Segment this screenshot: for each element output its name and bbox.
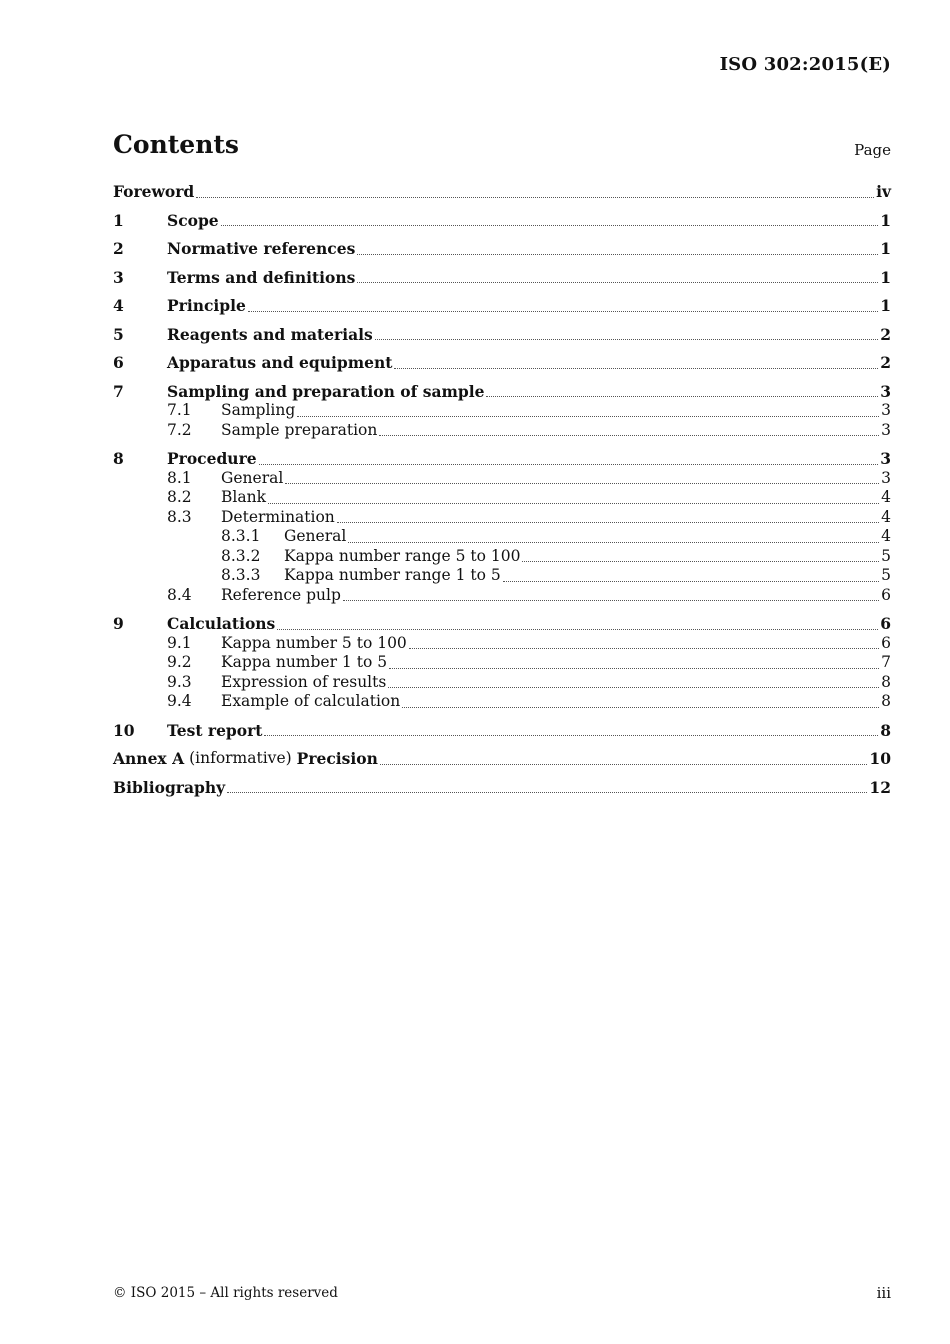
toc-entry-title: Normative references <box>167 239 356 258</box>
toc-page-number: 3 <box>880 449 891 468</box>
dot-leader <box>343 600 879 601</box>
toc-entry-number: 2 <box>113 239 124 258</box>
toc-entry-number: 8.3 <box>167 507 192 526</box>
dot-leader <box>196 197 874 198</box>
toc-entry-9-2[interactable] <box>113 653 891 673</box>
toc-entry-title: Kappa number 5 to 100 <box>221 633 407 652</box>
toc-page-number: 7 <box>881 653 891 671</box>
toc-entry-9[interactable] <box>113 614 891 634</box>
toc-page-number: 10 <box>869 749 891 768</box>
dot-leader <box>389 668 879 669</box>
toc-entry-9-3[interactable] <box>113 673 891 693</box>
toc-page-number: 6 <box>881 633 891 652</box>
toc-entry-8[interactable] <box>113 449 891 469</box>
toc-entry-3[interactable] <box>113 268 891 288</box>
dot-leader <box>297 416 879 417</box>
toc-entry-number: 8.3.2 <box>221 546 261 565</box>
dot-leader <box>337 522 879 523</box>
toc-entry-title: Example of calculation <box>221 692 401 710</box>
dot-leader <box>394 368 878 369</box>
dot-leader <box>522 561 879 562</box>
toc-entry-8-4[interactable] <box>113 586 891 606</box>
dot-leader <box>402 707 879 708</box>
toc-entry-number: 1 <box>113 210 124 230</box>
toc-page-number: 8 <box>881 692 891 710</box>
toc-entry-title: Reference pulp <box>221 585 341 604</box>
toc-entry-foreword[interactable] <box>113 182 891 202</box>
toc-page-number: 1 <box>880 296 891 315</box>
toc-page-number: 12 <box>869 777 891 797</box>
toc-entry-number: 9.4 <box>167 692 192 710</box>
toc-entry-number: 9 <box>113 614 124 633</box>
toc-entry-title: Principle <box>167 296 246 315</box>
toc-entry-number: 9.1 <box>167 633 192 652</box>
toc-entry-10[interactable] <box>113 721 891 741</box>
dot-leader <box>409 648 879 649</box>
page-title: Contents <box>113 130 240 159</box>
toc-page-number: 1 <box>880 239 891 258</box>
dot-leader <box>375 339 878 340</box>
toc-entry-title: Precision <box>296 749 378 768</box>
toc-entry-9-1[interactable] <box>113 634 891 654</box>
toc-entry-title: Reagents and materials <box>167 324 373 344</box>
toc-entry-number: 8.2 <box>167 488 192 506</box>
toc-entry-number: 4 <box>113 296 124 315</box>
toc-entry-1[interactable] <box>113 211 891 231</box>
dot-leader <box>503 581 879 582</box>
dot-leader <box>248 311 878 312</box>
toc-entry-number: 7.2 <box>167 420 192 439</box>
toc-entry-7-1[interactable] <box>113 401 891 421</box>
toc-entry-9-4[interactable] <box>113 692 891 712</box>
toc-entry-8-3[interactable] <box>113 508 891 528</box>
dot-leader <box>221 225 879 226</box>
toc-entry-title: Terms and definitions <box>167 267 356 287</box>
toc-entry-title: Apparatus and equipment <box>167 353 393 372</box>
toc-page-number: iv <box>876 182 891 201</box>
toc-entry-number: 7 <box>113 381 124 401</box>
dot-leader <box>357 254 878 255</box>
dot-leader <box>285 483 879 484</box>
toc-entry-title: Determination <box>221 507 335 526</box>
toc-entry-number: 8.3.3 <box>221 566 261 584</box>
dot-leader <box>380 764 868 765</box>
toc-entry-title: Sampling and preparation of sample <box>167 381 485 401</box>
dot-leader <box>259 464 879 465</box>
toc-entry-title: Sampling <box>221 401 296 419</box>
toc-entry-2[interactable] <box>113 239 891 259</box>
document-id: ISO 302:2015(E) <box>719 54 891 75</box>
toc-entry-8-1[interactable] <box>113 469 891 489</box>
toc-page-number: 4 <box>881 527 891 545</box>
toc-page-number: 8 <box>880 720 891 740</box>
toc-page-number: 6 <box>880 614 891 633</box>
toc-page-number: 1 <box>880 267 891 287</box>
toc-entry-title: Sample preparation <box>221 420 378 439</box>
toc-page-number: 3 <box>881 420 891 439</box>
toc-entry-number: 8 <box>113 449 124 468</box>
dot-leader <box>264 735 878 736</box>
dot-leader <box>486 396 878 397</box>
dot-leader <box>268 503 879 504</box>
toc-entry-number: 8.1 <box>167 468 192 487</box>
toc-entry-annex-a[interactable] <box>113 749 891 769</box>
toc-page-number: 6 <box>881 585 891 604</box>
toc-entry-bibliography[interactable] <box>113 778 891 798</box>
copyright-notice: © ISO 2015 – All rights reserved <box>113 1285 338 1301</box>
toc-page-number: 8 <box>881 672 891 691</box>
toc-entry-number: 8.3.1 <box>221 527 261 545</box>
toc-entry-title: Blank <box>221 488 266 506</box>
toc-entry-title: Procedure <box>167 449 257 468</box>
toc-entry-number: 9.3 <box>167 672 192 691</box>
toc-entry-title: Scope <box>167 210 219 230</box>
toc-entry-title: Expression of results <box>221 672 387 691</box>
toc-entry-title: General <box>284 527 347 545</box>
toc-entry-number: 6 <box>113 353 124 372</box>
toc-entry-number: 10 <box>113 720 135 740</box>
toc-entry-6[interactable] <box>113 353 891 373</box>
toc-entry-number: 3 <box>113 267 124 287</box>
toc-page-number: 3 <box>880 381 891 401</box>
toc-page-number: 4 <box>881 507 891 526</box>
annex-type: (informative) <box>189 749 292 767</box>
page-column-label: Page <box>854 141 891 159</box>
page-number: iii <box>876 1284 891 1302</box>
toc-entry-title: Kappa number range 5 to 100 <box>284 546 521 565</box>
toc-entry-number: 9.2 <box>167 653 192 671</box>
toc-page-number: 4 <box>881 488 891 506</box>
dot-leader <box>227 792 867 793</box>
toc-entry-title: Kappa number 1 to 5 <box>221 653 388 671</box>
toc-entry-number: 5 <box>113 324 124 344</box>
dot-leader <box>348 542 879 543</box>
toc-page-number: 2 <box>880 353 891 372</box>
toc-page-number: 3 <box>881 401 891 419</box>
toc-entry-title: Kappa number range 1 to 5 <box>284 566 501 584</box>
toc-entry-number: 7.1 <box>167 401 192 419</box>
toc-page-number: 5 <box>881 566 891 584</box>
toc-entry-5[interactable] <box>113 325 891 345</box>
dot-leader <box>277 629 878 630</box>
toc-entry-title: Foreword <box>113 182 195 201</box>
toc-entry-8-3-1[interactable] <box>113 527 891 547</box>
toc-entry-4[interactable] <box>113 296 891 316</box>
toc-page-number: 3 <box>881 468 891 487</box>
annex-label: Annex A <box>113 749 185 768</box>
toc-entry-7[interactable] <box>113 382 891 402</box>
table-of-contents <box>113 182 891 797</box>
toc-entry-7-2[interactable] <box>113 421 891 441</box>
toc-entry-title: Calculations <box>167 614 276 633</box>
toc-entry-8-2[interactable] <box>113 488 891 508</box>
toc-page-number: 1 <box>880 210 891 230</box>
toc-page-number: 5 <box>881 546 891 565</box>
dot-leader <box>388 687 879 688</box>
toc-entry-title: General <box>221 468 284 487</box>
toc-entry-8-3-2[interactable] <box>113 547 891 567</box>
toc-entry-title: Test report <box>167 720 263 740</box>
toc-entry-title: Bibliography <box>113 777 226 797</box>
toc-page-number: 2 <box>880 324 891 344</box>
dot-leader <box>379 435 879 436</box>
dot-leader <box>357 282 878 283</box>
toc-entry-number: 8.4 <box>167 585 192 604</box>
toc-entry-8-3-3[interactable] <box>113 566 891 586</box>
